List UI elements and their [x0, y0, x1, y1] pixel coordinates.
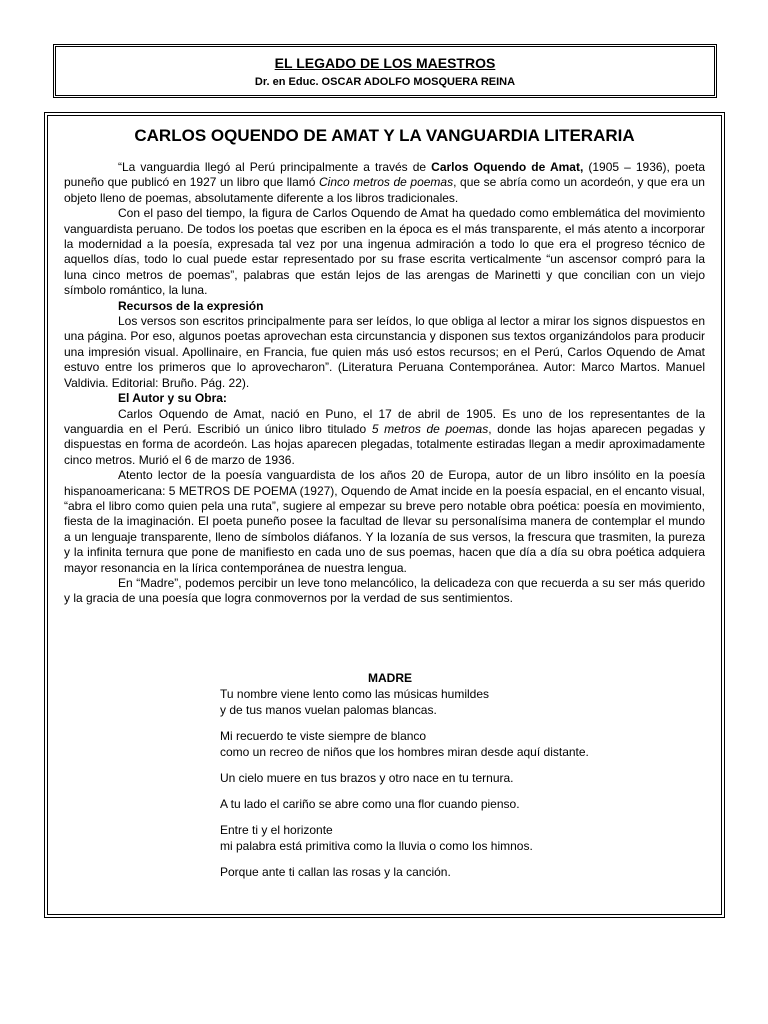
series-title: EL LEGADO DE LOS MAESTROS — [274, 55, 496, 71]
poem-title: MADRE — [368, 671, 412, 685]
paragraph-3: Los versos son escritos principalmente para ser leídos, lo que obliga al lector a mirar los signos dispuestos en una página. Por eso, algunos poetas aprovechan esta circunstancia y disponen sus textos organizándolos para producir una impresión visual. Apollinaire, en Francia, fue quien más usó estos recursos; en el Perú, Carlos Oquendo de Amat estuvo entre los primeros que lo aprovecharon”. (Literatura Peruana Contemporánea. Autor: Marco Martos. Manuel Valdivia. Editorial: Bruño. Pág. 22). — [64, 314, 705, 390]
p1-open: “La vanguardia llegó al Perú principalmente a través de — [118, 160, 432, 174]
paragraph-4 — [64, 407, 705, 469]
article-box — [44, 112, 725, 918]
paragraph-5: Atento lector de la poesía vanguardista de los años 20 de Europa, autor de un libro insólito en la poesía hispanoamericana: 5 METROS DE POEMA (1927), Oquendo de Amat incide en la poesía espacial, en el encanto visual, “abra el libro como quien pela una ruta”, sugiere al empezar su breve pero notable obra poética: poesía en movimiento, fiesta de la imaginación. El poeta puneño posee la facultad de llevar su personalísima manera de contemplar el mundo a un lenguaje transparente, lleno de símbolos diáfanos. Y la lozanía de sus versos, la frescura que trasmiten, la pureza y la infinita ternura que pone de manifiesto en cada uno de sus poemas, hacen que día a día su obra poética adquiera mayor resonancia en la lírica contemporánea de nuestra lengua. — [64, 468, 705, 575]
poem-line: y de tus manos vuelan palomas blancas. — [220, 703, 437, 717]
stanza-5 — [220, 822, 640, 854]
poem-madre — [220, 670, 640, 890]
subheading-recursos: Recursos de la expresión — [118, 298, 264, 313]
p4-end: , donde las hojas aparecen pegadas y dispuestas en forma de acordeón. Las hojas aparecen plegadas, totalmente estiradas llegan a medir aproximadamente cinco metros. Murió el 6 de marzo de 1936. — [64, 421, 705, 467]
poem-line: como un recreo de niños que los hombres miran desde aquí distante. — [220, 745, 589, 759]
stanza-2 — [220, 728, 640, 760]
stanza-1 — [220, 686, 640, 718]
article-body — [64, 160, 705, 607]
p4-start: Carlos Oquendo de Amat, nació en Puno, el 17 de abril de 1905. Es uno de los representantes de la vanguardia en el Perú. Escribió un único libro titulado — [64, 406, 705, 436]
p1-mid: (1905 – 1936), poeta puneño que publicó en 1927 un libro que llamó — [64, 160, 705, 190]
poem-line: Tu nombre viene lento como las músicas humildes — [220, 687, 490, 701]
paragraph-2: Con el paso del tiempo, la figura de Carlos Oquendo de Amat ha quedado como emblemática del movimiento vanguardista peruano. De todos los poetas que escriben en la época es el más transparente, el más atento a incorporar la modernidad a la poesía, expresada tal vez por una ingenua admiración a todo lo que era el progreso técnico de aquellos días, todo lo cual puede estar representado por su frase escrita verticalmente “un ascensor compró para la luna cinco metros de poemas”, palabras que están lejos de las arengas de Marinetti y que concilian con un viejo símbolo romántico, la luna. — [64, 206, 705, 298]
poem-line: A tu lado el cariño se abre como una flor cuando pienso. — [220, 797, 520, 811]
p4-book: 5 metros de poemas — [371, 421, 489, 436]
paragraph-6: En “Madre”, podemos percibir un leve tono melancólico, la delicadeza con que recuerda a su ser más querido y la gracia de una poesía que logra conmovernos por la verdad de sus sentimientos. — [64, 575, 705, 606]
author-line: Dr. en Educ. OSCAR ADOLFO MOSQUERA REINA — [254, 76, 516, 88]
article-title: CARLOS OQUENDO DE AMAT Y LA VANGUARDIA LITERARIA — [134, 126, 635, 145]
poem-line: mi palabra está primitiva como la lluvia o como los himnos. — [220, 839, 533, 853]
p1-name: Carlos Oquendo de Amat, — [431, 160, 584, 174]
p1-end: , que se abría como un acordeón, y que era un objeto lleno de poemas, absolutamente diferente a los libros tradicionales. — [64, 175, 705, 205]
stanza-4 — [220, 796, 640, 812]
stanza-3 — [220, 770, 640, 786]
poem-line: Mi recuerdo te viste siempre de blanco — [220, 729, 427, 743]
subheading-autor: El Autor y su Obra: — [118, 391, 227, 406]
p1-book: Cinco metros de poemas — [319, 175, 454, 190]
poem-line: Entre ti y el horizonte — [220, 823, 333, 837]
stanza-6 — [220, 864, 640, 880]
header-box — [53, 44, 717, 98]
paragraph-1 — [64, 160, 705, 206]
poem-line: Un cielo muere en tus brazos y otro nace en tu ternura. — [220, 771, 514, 785]
poem-line: Porque ante ti callan las rosas y la canción. — [220, 865, 451, 879]
